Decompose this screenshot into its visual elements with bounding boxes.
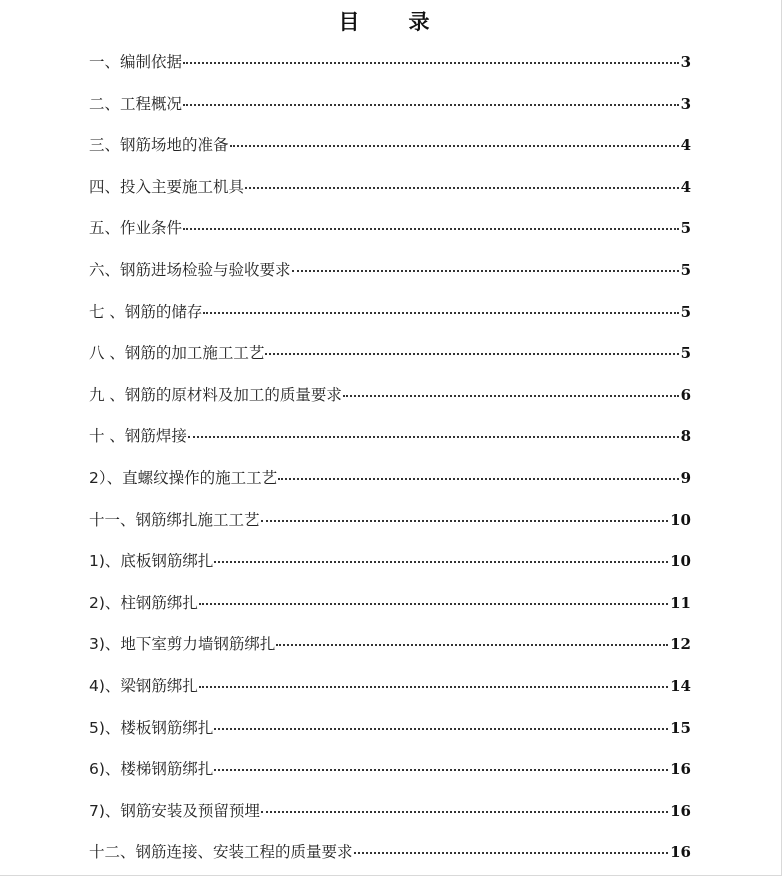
toc-page-number: 16: [670, 843, 691, 862]
toc-entry-text: 2)、柱钢筋绑扎: [89, 593, 198, 612]
toc-title: 目 录: [338, 9, 444, 34]
toc-entry[interactable]: [89, 460, 691, 502]
toc-entry-text: 二、工程概况: [89, 94, 183, 113]
toc-page-number: 5: [680, 344, 691, 363]
toc-entry[interactable]: [89, 210, 691, 252]
toc-dot-leader: [261, 811, 668, 813]
toc-page-number: 10: [670, 510, 691, 529]
toc-entry-text: 十 、钢筋焊接: [89, 427, 187, 446]
toc-entry-text: 3)、地下室剪力墙钢筋绑扎: [89, 635, 276, 654]
toc-dot-leader: [214, 769, 668, 771]
toc-entry-text: 一、编制依据: [89, 53, 183, 71]
toc-page-number: 12: [670, 635, 691, 654]
toc-entry[interactable]: [89, 751, 691, 793]
toc-entry[interactable]: [89, 626, 691, 668]
toc-page-number: 5: [680, 219, 691, 238]
toc-entry[interactable]: [89, 710, 691, 752]
toc-page-number: 10: [670, 552, 691, 571]
toc-dot-leader: [230, 145, 679, 147]
toc-entry[interactable]: [89, 418, 691, 460]
toc-page-number: 6: [680, 385, 691, 404]
toc-dot-leader: [265, 353, 678, 355]
toc-page-number: 3: [680, 53, 691, 71]
toc-entry[interactable]: [89, 86, 691, 128]
toc-page-number: 15: [670, 718, 691, 737]
toc-entry-text: 1)、底板钢筋绑扎: [89, 552, 214, 571]
toc-entry[interactable]: [89, 252, 691, 294]
toc-page-number: 16: [670, 801, 691, 820]
toc-entry-text: 六、钢筋进场检验与验收要求: [89, 260, 291, 279]
toc-entry-text: 5)、楼板钢筋绑扎: [89, 718, 214, 737]
toc-page-number: 4: [680, 177, 691, 196]
toc-dot-leader: [203, 312, 678, 314]
toc-entry[interactable]: [89, 834, 691, 876]
toc-entry-text: 4)、梁钢筋绑扎: [89, 676, 198, 695]
toc-dot-leader: [292, 270, 679, 272]
toc-entry[interactable]: [89, 127, 691, 169]
toc-entry-text: 八 、钢筋的加工施工工艺: [89, 344, 265, 363]
toc-entry[interactable]: [89, 44, 691, 86]
toc-entry[interactable]: [89, 502, 691, 544]
toc-entry[interactable]: [89, 169, 691, 211]
toc-dot-leader: [183, 104, 679, 106]
toc-entry[interactable]: [89, 668, 691, 710]
toc-dot-leader: [214, 728, 668, 730]
toc-dot-leader: [199, 603, 668, 605]
toc-dot-leader: [199, 686, 668, 688]
toc-dot-leader: [188, 436, 679, 438]
toc-dot-leader: [183, 62, 679, 64]
toc-entry[interactable]: [89, 377, 691, 419]
toc-entry-text: 6)、楼梯钢筋绑扎: [89, 760, 214, 779]
toc-entry-text: 五、作业条件: [89, 219, 183, 238]
toc-dot-leader: [261, 520, 669, 522]
toc-entry-text: 七 、钢筋的储存: [89, 302, 203, 321]
toc-page-number: 16: [670, 760, 691, 779]
toc-dot-leader: [276, 644, 668, 646]
toc-dot-leader: [245, 187, 679, 189]
toc-entry-text: 2）、直螺纹操作的施工工艺: [89, 468, 278, 487]
toc-entry-text: 三、钢筋场地的准备: [89, 136, 229, 155]
toc-page-number: 5: [680, 260, 691, 279]
toc-entry-text: 十二、钢筋连接、安装工程的质量要求: [89, 843, 353, 862]
toc-page-number: 4: [680, 136, 691, 155]
toc-list: [89, 44, 691, 876]
toc-page-number: 5: [680, 302, 691, 321]
toc-entry[interactable]: [89, 294, 691, 336]
toc-dot-leader: [354, 852, 669, 854]
toc-entry[interactable]: [89, 585, 691, 627]
toc-page-number: 3: [680, 94, 691, 113]
toc-dot-leader: [278, 478, 678, 480]
toc-entry-text: 九 、钢筋的原材料及加工的质量要求: [89, 385, 342, 404]
toc-page-number: 9: [680, 468, 691, 487]
toc-dot-leader: [214, 561, 668, 563]
toc-entry[interactable]: [89, 335, 691, 377]
toc-entry-text: 7)、钢筋安装及预留预埋: [89, 801, 260, 820]
toc-page-number: 11: [670, 593, 691, 612]
toc-dot-leader: [343, 395, 679, 397]
toc-page-number: 14: [670, 676, 691, 695]
toc-entry-text: 十一、钢筋绑扎施工工艺: [89, 510, 260, 529]
toc-page-number: 8: [680, 427, 691, 446]
toc-entry[interactable]: [89, 543, 691, 585]
toc-entry-text: 四、投入主要施工机具: [89, 177, 245, 196]
toc-dot-leader: [183, 228, 679, 230]
toc-entry[interactable]: [89, 793, 691, 835]
